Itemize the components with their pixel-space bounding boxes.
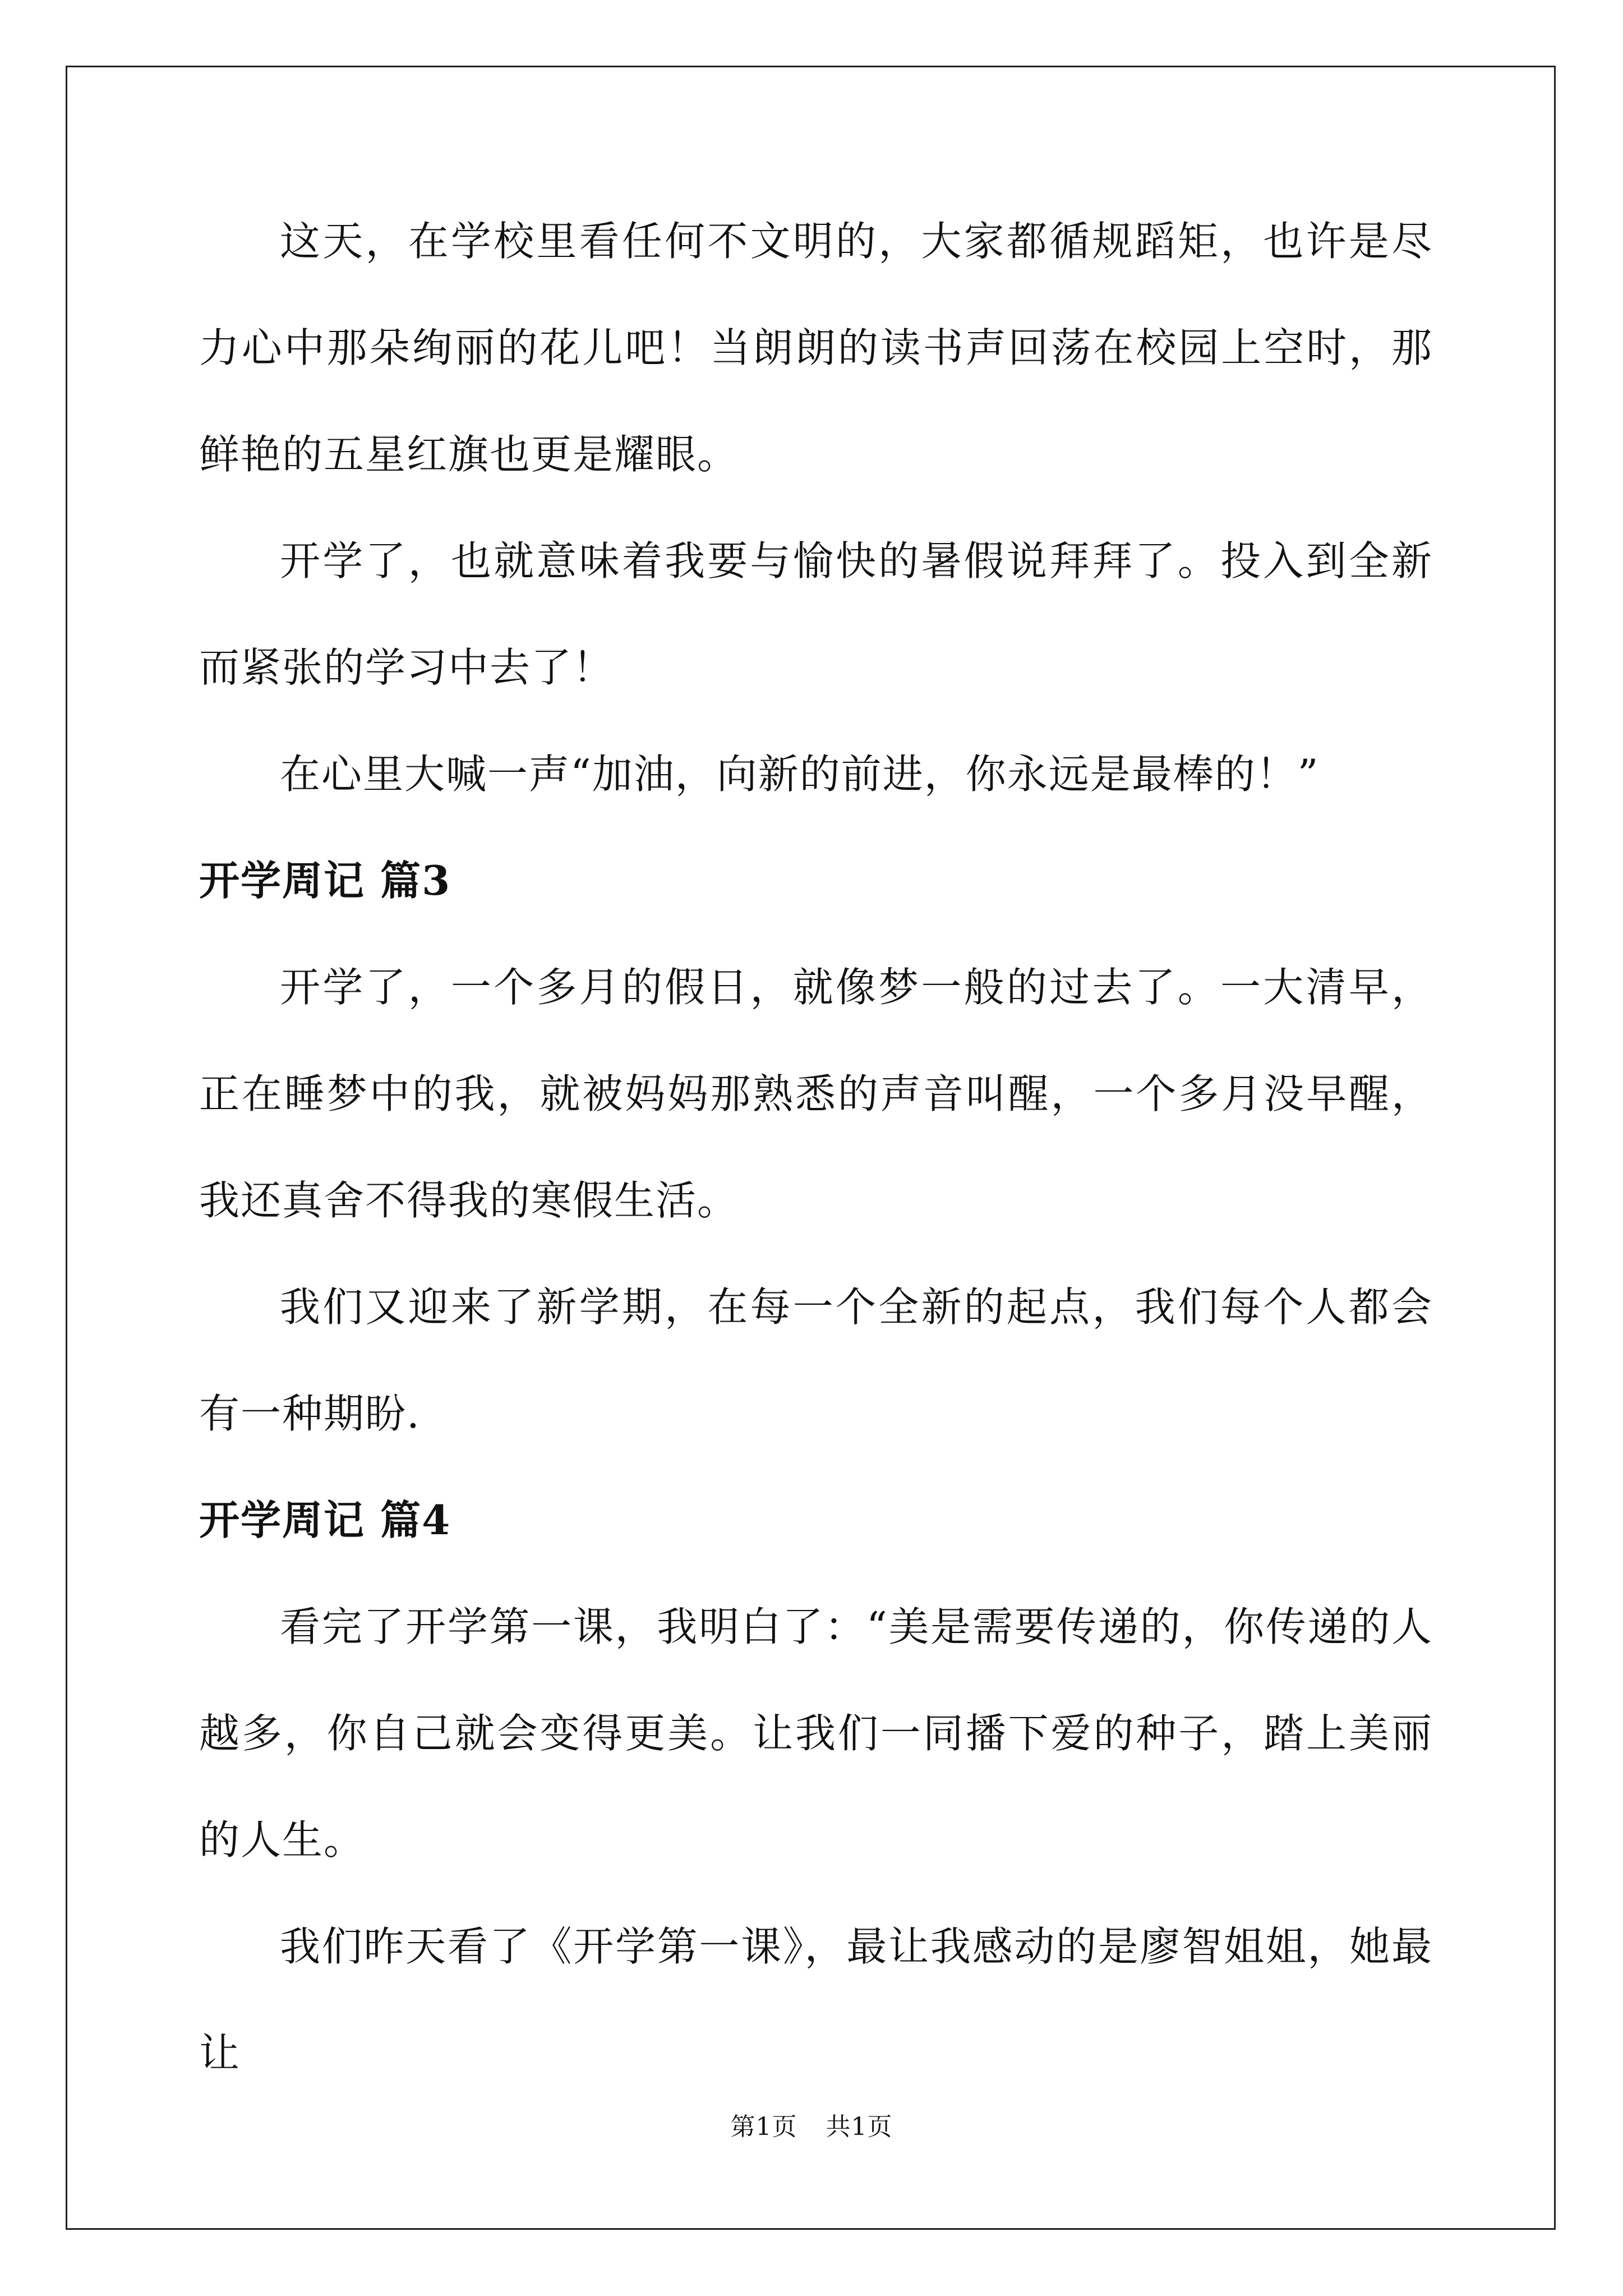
page-total: 共1页: [826, 2113, 893, 2141]
paragraph: 开学了，一个多月的假日，就像梦一般的过去了。一大清早，正在睡梦中的我，就被妈妈那熟悉的声音叫醒，一个多月没早醒，我还真舍不得我的寒假生活。: [199, 964, 1433, 1224]
section-heading: 开学周记 篇4: [199, 1496, 451, 1544]
document-body: [199, 188, 1433, 2106]
paragraph: 我们昨天看了《开学第一课》，最让我感动的是廖智姐姐，她最让: [199, 1923, 1433, 2077]
page-footer: [0, 2106, 1623, 2142]
section-heading: 开学周记 篇3: [199, 857, 451, 904]
paragraph: 在心里大喊一声“加油，向新的前进，你永远是最棒的！”: [280, 751, 1320, 798]
paragraph: 开学了，也就意味着我要与愉快的暑假说拜拜了。投入到全新而紧张的学习中去了！: [199, 537, 1433, 691]
page-number: 第1页: [730, 2113, 797, 2141]
paragraph: 这天，在学校里看任何不文明的，大家都循规蹈矩，也许是尽力心中那朵绚丽的花儿吧！当朗朗的读书声回荡在校园上空时，那鲜艳的五星红旗也更是耀眼。: [199, 218, 1433, 478]
paragraph: 我们又迎来了新学期，在每一个全新的起点，我们每个人都会有一种期盼.: [199, 1283, 1433, 1437]
paragraph: 看完了开学第一课，我明白了：“美是需要传递的，你传递的人越多，你自己就会变得更美。让我们一同播下爱的种子，踏上美丽的人生。: [199, 1603, 1433, 1864]
